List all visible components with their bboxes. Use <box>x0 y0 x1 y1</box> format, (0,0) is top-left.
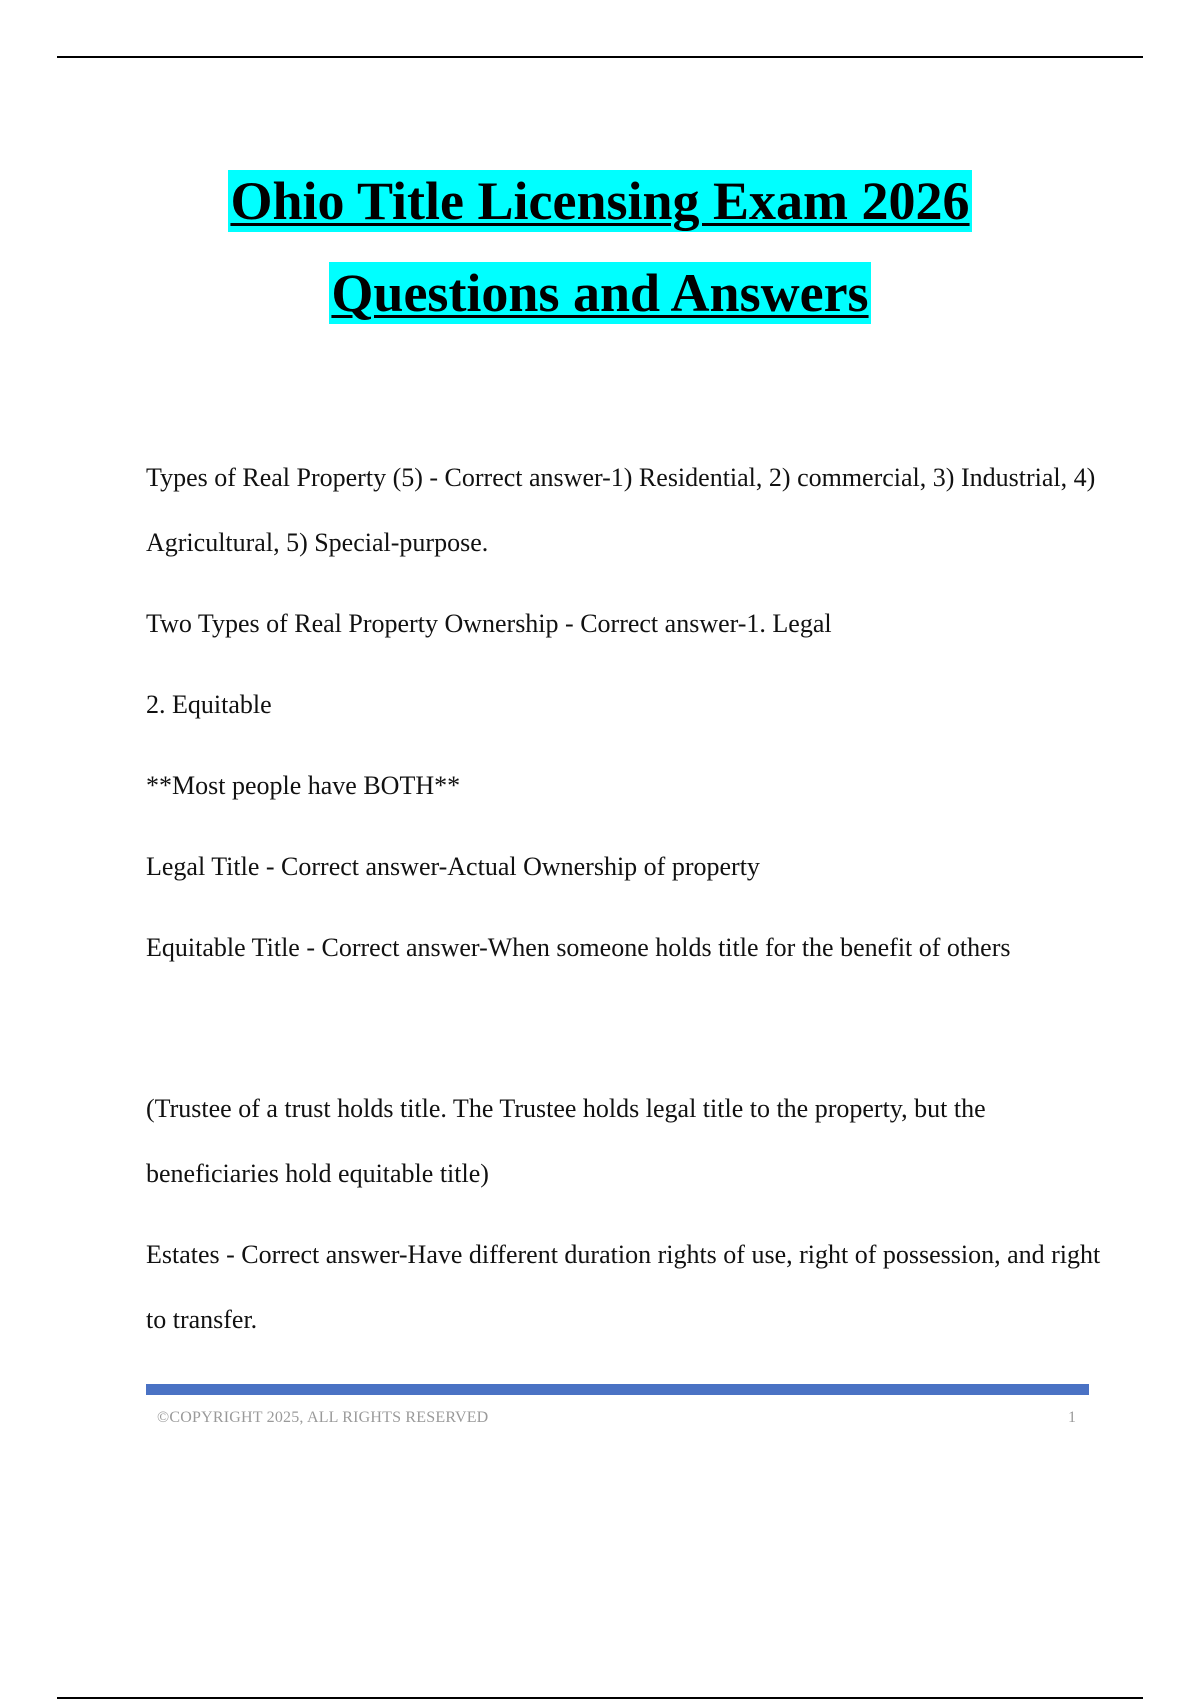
bottom-rule <box>57 1697 1143 1699</box>
qa-entry-ownership-types: Two Types of Real Property Ownership - Correct answer-1. Legal <box>146 609 832 638</box>
qa-entry-equitable-title: Equitable Title - Correct answer-When someone holds title for the benefit of others <box>146 933 1011 962</box>
footer-page-number: 1 <box>1068 1409 1076 1426</box>
title-line-1: Ohio Title Licensing Exam 2026 <box>230 171 970 231</box>
document-title <box>0 170 1200 324</box>
qa-entry-equitable: 2. Equitable <box>146 690 272 719</box>
qa-entry-types-of-real-property: Types of Real Property (5) - Correct answer-1) Residential, 2) commercial, 3) Industrial, 4) Agricultural, 5) Special-purpose. <box>146 463 1096 557</box>
qa-entry-note-both: **Most people have BOTH** <box>146 771 461 800</box>
spacer <box>146 996 1106 1076</box>
footer-bar <box>146 1384 1089 1395</box>
footer-copyright: ©COPYRIGHT 2025, ALL RIGHTS RESERVED <box>157 1409 489 1426</box>
title-line-2: Questions and Answers <box>331 263 869 323</box>
qa-entry-legal-title: Legal Title - Correct answer-Actual Ownership of property <box>146 852 760 881</box>
qa-entry-trustee-note: (Trustee of a trust holds title. The Trustee holds legal title to the property, but the beneficiaries hold equitable title) <box>146 1094 986 1188</box>
qa-entry-estates: Estates - Correct answer-Have different duration rights of use, right of possession, and right to transfer. <box>146 1240 1101 1334</box>
top-rule <box>57 56 1143 58</box>
qa-content <box>146 445 1106 1368</box>
